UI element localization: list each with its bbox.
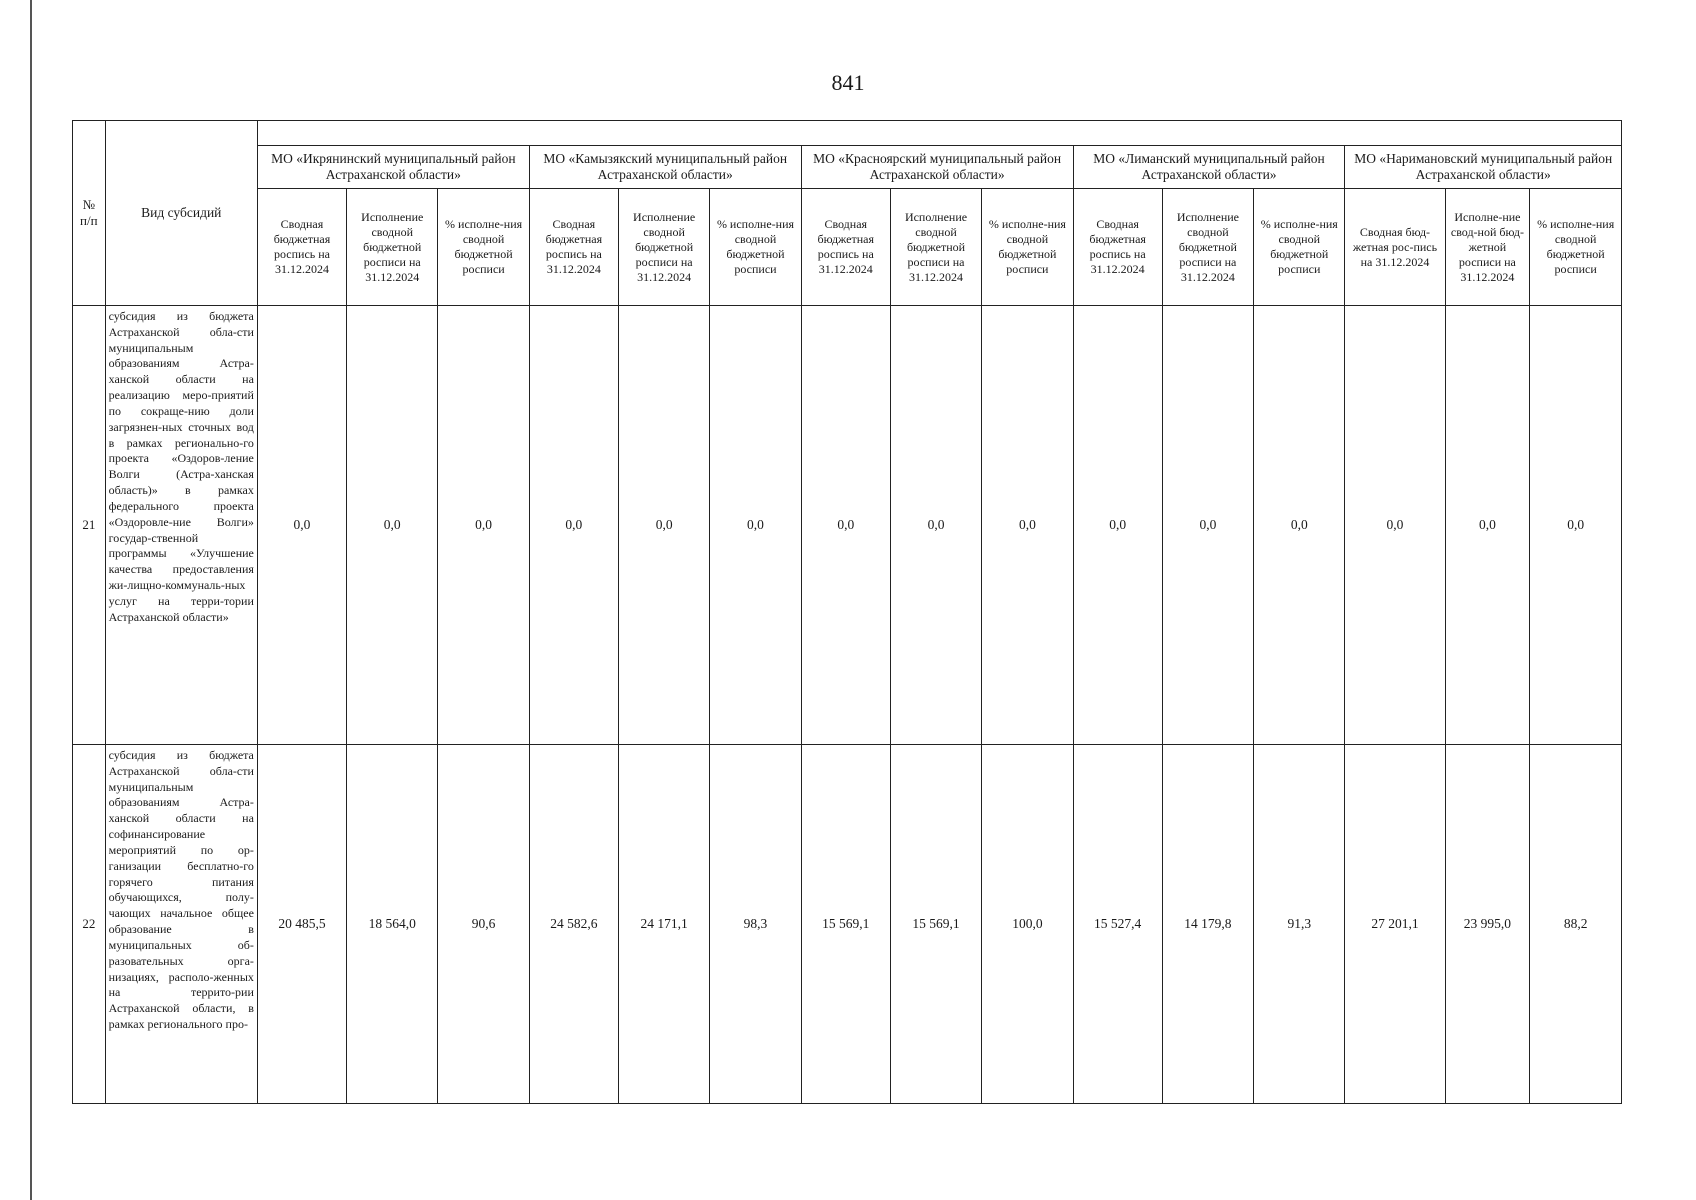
blank-header-cell <box>257 121 1621 146</box>
value-cell: 27 201,1 <box>1345 745 1445 1104</box>
value-cell: 0,0 <box>1530 306 1622 745</box>
sub-header-percent: % исполне-ния сводной бюджетной росписи <box>710 189 801 306</box>
value-cell: 0,0 <box>1162 306 1253 745</box>
value-cell: 15 569,1 <box>801 745 890 1104</box>
value-cell: 0,0 <box>710 306 801 745</box>
sub-header-plan: Сводная бюджетная роспись на 31.12.2024 <box>257 189 346 306</box>
sub-header-percent: % исполне-ния сводной бюджетной росписи <box>1530 189 1622 306</box>
value-cell: 15 527,4 <box>1073 745 1162 1104</box>
group-header-kamyzyaksky: МО «Камызякский муниципальный район Астраханской области» <box>529 146 801 189</box>
value-cell: 15 569,1 <box>890 745 981 1104</box>
group-header-krasnoyarsky: МО «Красноярский муниципальный район Астраханской области» <box>801 146 1073 189</box>
row-number: 22 <box>73 745 106 1104</box>
group-header-narimanovsky: МО «Наримановский муниципальный район Астраханской области» <box>1345 146 1622 189</box>
subsidy-table <box>72 120 1622 1104</box>
value-cell: 23 995,0 <box>1445 745 1530 1104</box>
value-cell: 0,0 <box>1073 306 1162 745</box>
sub-header-execution: Исполнение сводной бюджетной росписи на 31.12.2024 <box>618 189 709 306</box>
binding-edge-line <box>30 0 32 1200</box>
sub-header-execution: Исполнение сводной бюджетной росписи на 31.12.2024 <box>1162 189 1253 306</box>
row-description: субсидия из бюджета Астраханской обла-сти муниципальным образованиям Астра-ханской области на софинансирование мероприятий по ор-ганизации бесплатно-го горячего питания обучающихся, полу-чающих начальное общее образование в муниципальных об-разовательных орга-низациях, располо-женных на террито-рии Астраханской области, в рамках регионального про- <box>105 745 257 1104</box>
value-cell: 0,0 <box>529 306 618 745</box>
sub-header-execution: Исполне-ние свод-ной бюд-жетной росписи на 31.12.2024 <box>1445 189 1530 306</box>
value-cell: 0,0 <box>438 306 529 745</box>
value-cell: 0,0 <box>1254 306 1345 745</box>
value-cell: 20 485,5 <box>257 745 346 1104</box>
value-cell: 24 582,6 <box>529 745 618 1104</box>
value-cell: 0,0 <box>1445 306 1530 745</box>
value-cell: 90,6 <box>438 745 529 1104</box>
col-type-header: Вид субсидий <box>105 121 257 306</box>
value-cell: 98,3 <box>710 745 801 1104</box>
value-cell: 0,0 <box>347 306 438 745</box>
table-sub-header-row <box>73 189 1622 306</box>
row-description: субсидия из бюджета Астраханской обла-сти муниципальным образованиям Астра-ханской области на реализацию меро-приятий по сокраще-нию доли загрязнен-ных сточных вод в рамках регионально-го проекта «Оздоров-ление Волги (Астра-ханская область)» в рамках федерального проекта «Оздоровле-ние Волги» государ-ственной программы «Улучшение качества предоставления жи-лищно-коммуналь-ных услуг на терри-тории Астраханской области» <box>105 306 257 745</box>
sub-header-plan: Сводная бюд-жетная рос-пись на 31.12.2024 <box>1345 189 1445 306</box>
table-group-header-row <box>73 146 1622 189</box>
col-num-header: № п/п <box>73 121 106 306</box>
sub-header-percent: % исполне-ния сводной бюджетной росписи <box>1254 189 1345 306</box>
value-cell: 0,0 <box>1345 306 1445 745</box>
value-cell: 0,0 <box>982 306 1073 745</box>
value-cell: 14 179,8 <box>1162 745 1253 1104</box>
group-header-limansky: МО «Лиманский муниципальный район Астраханской области» <box>1073 146 1345 189</box>
sub-header-percent: % исполне-ния сводной бюджетной росписи <box>438 189 529 306</box>
value-cell: 18 564,0 <box>347 745 438 1104</box>
sub-header-plan: Сводная бюджетная роспись на 31.12.2024 <box>1073 189 1162 306</box>
value-cell: 100,0 <box>982 745 1073 1104</box>
value-cell: 0,0 <box>890 306 981 745</box>
sub-header-execution: Исполнение сводной бюджетной росписи на 31.12.2024 <box>347 189 438 306</box>
sub-header-percent: % исполне-ния сводной бюджетной росписи <box>982 189 1073 306</box>
value-cell: 91,3 <box>1254 745 1345 1104</box>
table-blank-header-row <box>73 121 1622 146</box>
sub-header-plan: Сводная бюджетная роспись на 31.12.2024 <box>529 189 618 306</box>
table-row <box>73 306 1622 745</box>
table-row <box>73 745 1622 1104</box>
value-cell: 24 171,1 <box>618 745 709 1104</box>
page-number: 841 <box>831 70 865 95</box>
value-cell: 88,2 <box>1530 745 1622 1104</box>
value-cell: 0,0 <box>618 306 709 745</box>
value-cell: 0,0 <box>257 306 346 745</box>
sub-header-execution: Исполнение сводной бюджетной росписи на 31.12.2024 <box>890 189 981 306</box>
value-cell: 0,0 <box>801 306 890 745</box>
row-number: 21 <box>73 306 106 745</box>
sub-header-plan: Сводная бюджетная роспись на 31.12.2024 <box>801 189 890 306</box>
group-header-ikryaninsky: МО «Икрянинский муниципальный район Астраханской области» <box>257 146 529 189</box>
